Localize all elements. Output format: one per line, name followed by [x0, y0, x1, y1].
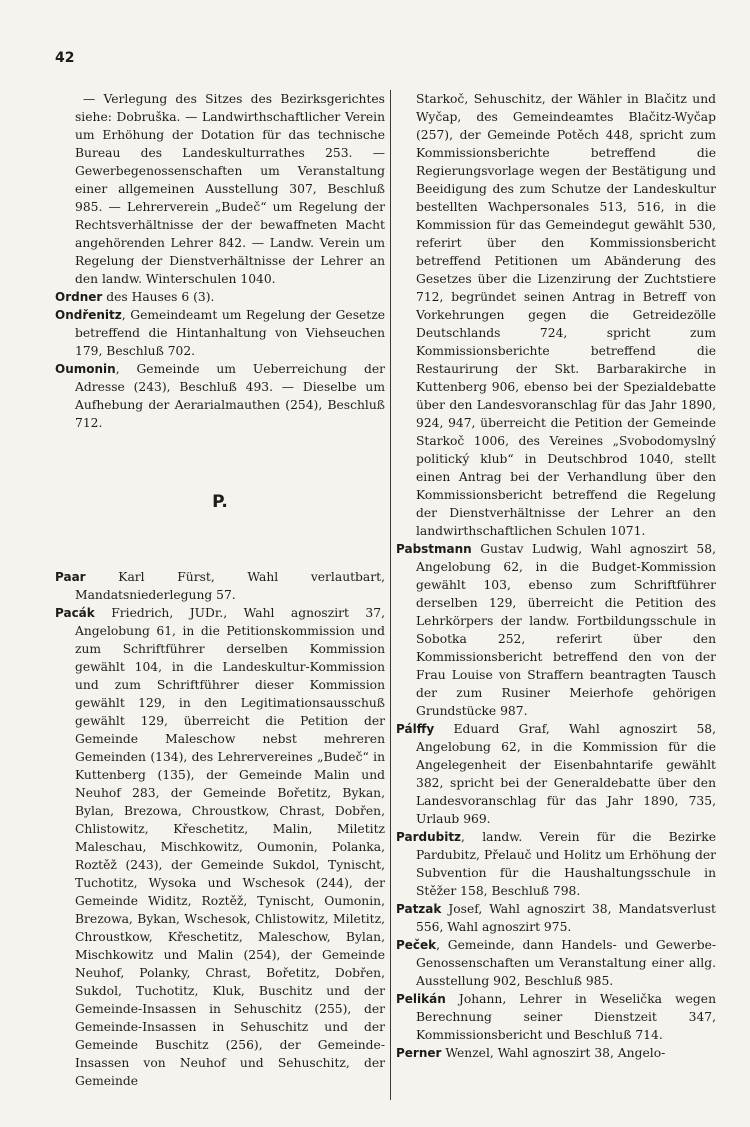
entry-text: , landw. Verein für die Bezirke Pardubitz, Přelauč und Holitz um Erhöhung der Subvention für die Haushaltungsschule in Stěžer 158, Beschluß 798. — [416, 830, 716, 898]
right-column — [396, 90, 716, 1062]
entry-head: Ordner — [55, 290, 103, 304]
column-divider — [390, 90, 391, 1100]
continuation-text: Starkoč, Sehuschitz, der Wähler in Blačitz und Wyčap, des Gemeindeamtes Blačitz-Wyčap (257), der Gemeinde Potěch 448, spricht zum Kommissionsberichte betreffend die Regierungsvorlage wegen der Bestätigung und Beeidigung des zum Schutze der Landeskultur bestellten Wachpersonales 513, 516, in die Kommission für das Gemeindegut gewählt 530, referirt über den Kommissionsbericht betreffend Petitionen um Abänderung des Gesetzes über die Lizenzirung der Zuchtstiere 712, begründet seinen Antrag in Betreff von Vorkehrungen gegen die Getreidezölle Deutschlands 724, spricht zum Kommissionsberichte betreffend die Restaurirung der Skt. Barbarakirche in Kuttenberg 906, ebenso bei der Spezialdebatte über den Landesvoranschlag für das Jahr 1890, 924, 947, überreicht die Petition der Gemeinde Starkoč 1006, des Vereines „Svobodomyslný politický klub“ in Deutschbrod 1040, stellt einen Antrag bei der Verhandlung über den Kommissionsbericht betreffend die Regelung der Dienstverhältnisse der Lehrer an den landwirthschaftlichen Schulen 1071. — [416, 92, 716, 538]
entry-head: Pacák — [55, 606, 95, 620]
index-entry — [396, 540, 716, 720]
section-letter: P. — [212, 492, 228, 512]
index-entry — [55, 288, 385, 306]
entry-text: Eduard Graf, Wahl agnoszirt 58, Angelobung 62, in die Kommission für die Angelegenheit der Eisenbahntarife gewählt 382, spricht bei der Generaldebatte über den Landesvoranschlag für das Jahr 1890, 735, Urlaub 969. — [416, 722, 716, 826]
entry-head: Paar — [55, 570, 86, 584]
index-entry — [55, 568, 385, 604]
index-entry — [396, 936, 716, 990]
entry-head: Peček — [396, 938, 437, 952]
entry-text: des Hauses 6 (3). — [102, 290, 215, 304]
index-entry — [396, 990, 716, 1044]
index-entry — [55, 604, 385, 1090]
index-entry — [55, 306, 385, 360]
index-entry — [396, 900, 716, 936]
entry-head: Perner — [396, 1046, 442, 1060]
entry-head: Pardubitz — [396, 830, 462, 844]
entry-head: Pálffy — [396, 722, 435, 736]
entry-text: Johann, Lehrer in Weselička wegen Berechnung seiner Dienstzeit 347, Kommissionsbericht und Beschluß 714. — [416, 992, 716, 1042]
entry-text: Karl Fürst, Wahl verlautbart, Mandatsniederlegung 57. — [75, 570, 385, 602]
entry-head: Ondřenitz — [55, 308, 122, 322]
entry-text: , Gemeindeamt um Regelung der Gesetze betreffend die Hintanhaltung von Viehseuchen 179, Beschluß 702. — [75, 308, 385, 358]
entry-head: Oumonin — [55, 362, 116, 376]
entry-text: Friedrich, JUDr., Wahl agnoszirt 37, Angelobung 61, in die Petitionskommission und zum Schriftführer derselben Kommission gewählt 104, in die Landeskultur-Kommission und zum Schriftführer dieser Kommission gewählt 129, in den Legitimationsausschuß gewählt 129, überreicht die Petition der Gemeinde Maleschow nebst mehreren Gemeinden (134), des Lehrervereines „Budeč“ in Kuttenberg (135), der Gemeinde Malin und Neuhof 283, der Gemeinde Bořetitz, Bykan, Bylan, Brezowa, Chroustkow, Chrast, Dobřen, Chlistowitz, Křeschetitz, Malin, Miletitz Maleschau, Mischkowitz, Oumonin, Polanka, Roztěž (243), der Gemeinde Sukdol, Tynischt, Tuchotitz, Wysoka und Wschesok (244), der Gemeinde Widitz, Roztěž, Tynischt, Oumonin, Brezowa, Bykan, Wschesok, Chlistowitz, Miletitz, Chroustkow, Křeschetitz, Maleschow, Bylan, Mischkowitz und Malin (254), der Gemeinde Neuhof, Polanky, Chrast, Bořetitz, Dobřen, Sukdol, Tuchotitz, Kluk, Buschitz und der Gemeinde-Insassen in Sehuschitz (255), der Gemeinde-Insassen in Sehuschitz und der Gemeinde Buschitz (256), der Gemeinde-Insassen von Neuhof und Sehuschitz, der Gemeinde — [75, 606, 385, 1088]
entry-head: Patzak — [396, 902, 442, 916]
entry-text: Gustav Ludwig, Wahl agnoszirt 58, Angelobung 62, in die Budget-Kommission gewählt 103, ebenso zum Schriftführer derselben 129, überreicht die Petition des Lehrkörpers der landw. Fortbildungsschule in Sobotka 252, referirt über den Kommissionsbericht betreffend den von der Frau Louise von Straffern beantragten Tausch der zum Rusiner Meierhofe gehörigen Grundstücke 987. — [416, 542, 716, 718]
entry-head: Pelikán — [396, 992, 446, 1006]
continuation-text: — Verlegung des Sitzes des Bezirksgerichtes siehe: Dobruška. — Landwirthschaftlicher Verein um Erhöhung der Dotation für das technische Bureau des Landeskulturrathes 253. — Gewerbegenossenschaften um Veranstaltung einer allgemeinen Ausstellung 307, Beschluß 985. — Lehrerverein „Budeč“ um Regelung der Rechtsverhältnisse der der bewaffneten Macht angehörenden Lehrer 842. — Landw. Verein um Regelung der Dienstverhältnisse der Lehrer an den landw. Winterschulen 1040. — [75, 92, 385, 286]
index-entry — [396, 828, 716, 900]
entry-text: Wenzel, Wahl agnoszirt 38, Angelo- — [441, 1046, 666, 1060]
left-column — [55, 90, 385, 1090]
entry-text: , Gemeinde, dann Handels- und Gewerbe-Genossenschaften um Veranstaltung einer allg. Ausstellung 902, Beschluß 985. — [416, 938, 716, 988]
index-entry — [396, 1044, 716, 1062]
index-entry — [55, 360, 385, 432]
entry-text: , Gemeinde um Ueberreichung der Adresse (243), Beschluß 493. — Dieselbe um Aufhebung der Aerarialmauthen (254), Beschluß 712. — [75, 362, 385, 430]
index-entry — [396, 720, 716, 828]
page-number: 42 — [55, 50, 75, 66]
entry-head: Pabstmann — [396, 542, 472, 556]
entry-text: Josef, Wahl agnoszirt 38, Mandatsverlust 556, Wahl agnoszirt 975. — [416, 902, 716, 934]
